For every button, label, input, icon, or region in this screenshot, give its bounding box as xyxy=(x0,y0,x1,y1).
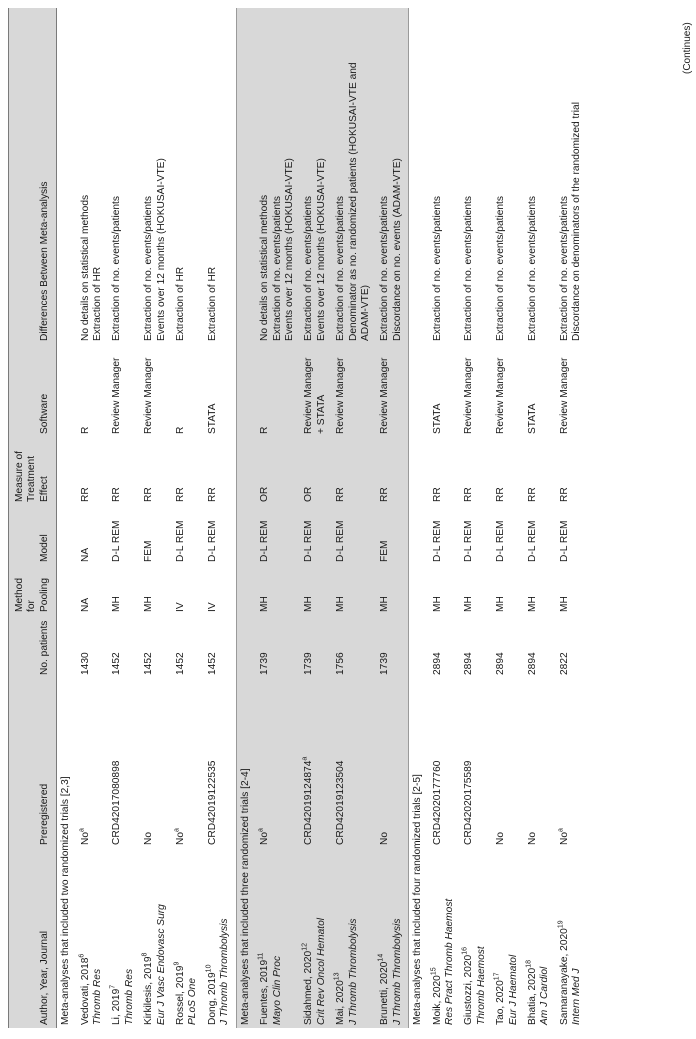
author-name: Kirkilesis, 2019 xyxy=(143,956,155,1025)
journal-name: J Thromb Thrombolysis xyxy=(219,918,231,1025)
software-line: STATA xyxy=(527,403,538,434)
reference-number: 11 xyxy=(257,952,265,960)
cell-patients: 1452 xyxy=(111,652,123,675)
cell-model: D-L REM xyxy=(111,520,123,562)
journal-name: Eur J Haematol xyxy=(507,954,519,1025)
cell-model: D-L REM xyxy=(206,520,218,562)
difference-line: Extraction of HR xyxy=(206,266,218,341)
cell-patients: 1739 xyxy=(379,652,391,675)
author-name: Bhatia, 2020 xyxy=(527,967,538,1025)
journal-name: Am J Cardiol xyxy=(539,966,551,1025)
cell-preregistered xyxy=(172,678,204,848)
footnote-marker: a xyxy=(173,828,181,832)
cell-patients: 1739 xyxy=(259,652,271,675)
author-name: Li, 2019 xyxy=(111,988,123,1025)
section-title-row xyxy=(409,8,429,1028)
cell-software xyxy=(108,344,140,437)
footnote-marker: a xyxy=(557,828,565,832)
cell-patients: 1452 xyxy=(175,652,187,675)
difference-line: Extraction of no. events/patients xyxy=(271,196,283,341)
reference-number: 16 xyxy=(461,946,469,955)
cell-software xyxy=(204,344,236,437)
journal-name: J Thromb Thrombolysis xyxy=(391,918,403,1025)
difference-line: Discordance on denominators of the randomized trial xyxy=(571,102,583,341)
header-software: Software xyxy=(9,344,57,437)
preregistered-value: No xyxy=(558,831,570,845)
cell-pooling: MH xyxy=(335,596,347,612)
cell-differences xyxy=(77,8,109,344)
reference-number: 13 xyxy=(333,972,341,981)
cell-software xyxy=(140,344,172,437)
cell-software xyxy=(524,344,556,437)
journal-name: Mayo Clin Proc xyxy=(271,955,283,1025)
cell-differences xyxy=(556,8,588,344)
cell-software xyxy=(556,344,588,437)
difference-line: No details on statistical methods xyxy=(79,194,91,341)
cell-pooling: MH xyxy=(431,596,443,612)
cell-measure: RR xyxy=(335,487,347,502)
software-line: Review Manager xyxy=(335,357,347,434)
cell-patients: 1452 xyxy=(206,652,218,675)
journal-name: J Thromb Thrombolysis xyxy=(347,918,359,1025)
software-line: Review Manager xyxy=(111,357,123,434)
cell-preregistered xyxy=(376,678,408,848)
author-name: Brunetti, 2020 xyxy=(379,961,391,1025)
header-differences: Differences Between Meta-analysis xyxy=(9,8,57,344)
cell-pooling: MH xyxy=(558,596,570,612)
author-name: Moik, 2020 xyxy=(431,975,443,1025)
cell-patients: 1756 xyxy=(335,652,347,675)
preregistered-value: CRD42019124874 xyxy=(303,760,315,845)
cell-model: FEM xyxy=(143,540,155,562)
cell-measure: RR xyxy=(111,487,123,502)
cell-differences xyxy=(172,8,204,344)
cell-model: D-L REM xyxy=(527,520,538,562)
cell-model: D-L REM xyxy=(303,520,315,562)
preregistered-value: No xyxy=(79,831,91,845)
continues-note: (Continues) xyxy=(682,22,693,74)
difference-line: Extraction of no. events/patients xyxy=(143,196,155,341)
preregistered-value: CRD42020175589 xyxy=(463,760,475,845)
section-title: Meta-analyses that included two randomized trials [2,3] xyxy=(60,776,72,1025)
difference-line: Extraction of no. events/patients xyxy=(558,196,570,341)
table-row xyxy=(556,8,588,1028)
cell-differences xyxy=(332,8,376,344)
table-row xyxy=(256,8,300,1028)
difference-line: Extraction of no. events/patients xyxy=(111,196,123,341)
cell-author xyxy=(172,848,204,1028)
cell-preregistered xyxy=(300,678,332,848)
cell-differences xyxy=(256,8,300,344)
preregistered-value: CRD42019123504 xyxy=(335,760,347,845)
cell-patients: 1452 xyxy=(143,652,155,675)
table-row xyxy=(492,8,524,1028)
cell-preregistered xyxy=(492,678,524,848)
table-row xyxy=(172,8,204,1028)
cell-model: D-L REM xyxy=(558,520,570,562)
cell-model: NA xyxy=(79,547,91,562)
cell-model: D-L REM xyxy=(335,520,347,562)
cell-pooling: IV xyxy=(175,602,187,612)
table-row xyxy=(204,8,236,1028)
author-name: Sidahmed, 2020 xyxy=(303,950,315,1025)
difference-line: No details on statistical methods xyxy=(259,194,271,341)
cell-pooling: MH xyxy=(463,596,475,612)
cell-preregistered xyxy=(332,678,376,848)
journal-name: PLoS One xyxy=(187,977,199,1025)
author-name: Vedovati, 2018 xyxy=(79,957,91,1025)
preregistered-value: No xyxy=(143,831,155,845)
cell-author xyxy=(556,848,588,1028)
section-title-row xyxy=(57,8,77,1028)
software-line: R xyxy=(175,426,187,434)
cell-differences xyxy=(492,8,524,344)
reference-number: 10 xyxy=(205,964,213,973)
cell-measure: RR xyxy=(79,487,91,502)
cell-patients: 2894 xyxy=(527,652,538,675)
cell-patients: 2894 xyxy=(431,652,443,675)
difference-line: Discordance on no. events (ADAM-VTE) xyxy=(391,158,403,341)
difference-line: Extraction of no. events/patients xyxy=(303,196,315,341)
difference-line: Extraction of no. events/patients xyxy=(335,196,347,341)
cell-measure: RR xyxy=(379,487,391,502)
cell-preregistered xyxy=(140,678,172,848)
cell-software xyxy=(332,344,376,437)
cell-author xyxy=(492,848,524,1028)
cell-patients: 1430 xyxy=(79,652,91,675)
cell-model: D-L REM xyxy=(495,520,507,562)
table-row xyxy=(140,8,172,1028)
table-row xyxy=(376,8,408,1028)
table-row xyxy=(300,8,332,1028)
cell-pooling: MH xyxy=(259,596,271,612)
difference-line: Extraction of no. events/patients xyxy=(379,196,391,341)
cell-measure: RR xyxy=(527,487,538,502)
journal-name: Thromb Res xyxy=(92,968,104,1025)
footnote-marker: a xyxy=(301,756,309,761)
cell-measure: RR xyxy=(495,487,507,502)
cell-pooling: MH xyxy=(303,596,315,612)
cell-measure: RR xyxy=(143,487,155,502)
cell-preregistered xyxy=(204,678,236,848)
difference-line: Extraction of HR xyxy=(92,266,104,341)
reference-number: 12 xyxy=(301,943,309,951)
cell-measure: OR xyxy=(259,486,271,502)
cell-patients: 2894 xyxy=(495,652,507,675)
cell-author xyxy=(256,848,300,1028)
cell-patients: 1739 xyxy=(303,652,315,675)
author-name: Mai, 2020 xyxy=(335,980,347,1025)
difference-line: Denominator as no. randomized patients (HOKUSAI-VTE and xyxy=(347,62,359,341)
cell-author xyxy=(140,848,172,1028)
preregistered-value: No xyxy=(379,831,391,845)
cell-author xyxy=(460,848,492,1028)
preregistered-value: CRD42020177760 xyxy=(431,760,443,845)
difference-line: Extraction of no. events/patients xyxy=(495,196,507,341)
cell-preregistered xyxy=(256,678,300,848)
software-line: STATA xyxy=(206,403,218,434)
reference-number: 6 xyxy=(78,953,86,958)
cell-author xyxy=(204,848,236,1028)
author-name: Dong, 2019 xyxy=(206,972,218,1025)
table-row xyxy=(429,8,461,1028)
cell-author xyxy=(77,848,109,1028)
cell-preregistered xyxy=(524,678,556,848)
journal-name: Crit Rev Oncol Hematol xyxy=(315,918,327,1025)
header-pooling: Method for Pooling xyxy=(9,565,57,615)
cell-author xyxy=(429,848,461,1028)
journal-name: Res Pract Thromb Haemost xyxy=(443,898,455,1025)
cell-measure: RR xyxy=(558,487,570,502)
cell-model: D-L REM xyxy=(175,520,187,562)
cell-measure: OR xyxy=(303,486,315,502)
cell-software xyxy=(376,344,408,437)
cell-model: D-L REM xyxy=(431,520,443,562)
table-section xyxy=(236,8,408,1028)
software-line: R xyxy=(259,426,271,434)
cell-pooling: MH xyxy=(495,596,507,612)
cell-author xyxy=(332,848,376,1028)
software-line: R xyxy=(79,426,91,434)
cell-author xyxy=(300,848,332,1028)
cell-preregistered xyxy=(429,678,461,848)
cell-model: D-L REM xyxy=(463,520,475,562)
table-section xyxy=(57,8,236,1028)
difference-line: Events over 12 months (HOKUSAI-VTE) xyxy=(283,158,295,341)
software-line: Review Manager xyxy=(379,357,391,434)
cell-differences xyxy=(429,8,461,344)
preregistered-value: CRD42019122535 xyxy=(206,760,218,845)
meta-analysis-table xyxy=(8,8,588,1028)
cell-software xyxy=(300,344,332,437)
cell-differences xyxy=(524,8,556,344)
reference-number: 19 xyxy=(557,920,565,929)
cell-author xyxy=(376,848,408,1028)
journal-name: Thromb Haemost xyxy=(475,946,487,1025)
software-line: STATA xyxy=(431,403,443,434)
preregistered-value: No xyxy=(259,831,271,845)
cell-author xyxy=(108,848,140,1028)
cell-pooling: NA xyxy=(79,597,91,612)
cell-differences xyxy=(140,8,172,344)
section-title: Meta-analyses that included four randomized trials [2-5] xyxy=(409,8,429,1028)
software-line: Review Manager xyxy=(495,357,507,434)
header-author: Author, Year, Journal xyxy=(9,848,57,1028)
software-line: Review Manager xyxy=(558,357,570,434)
difference-line: Extraction of HR xyxy=(175,266,187,341)
software-line: Review Manager xyxy=(303,357,315,434)
cell-pooling: MH xyxy=(143,596,155,612)
header-model: Model xyxy=(9,505,57,565)
cell-software xyxy=(429,344,461,437)
reference-number: 18 xyxy=(525,959,533,968)
cell-software xyxy=(77,344,109,437)
cell-software xyxy=(256,344,300,437)
reference-number: 17 xyxy=(493,972,501,981)
cell-measure: RR xyxy=(463,487,475,502)
section-title-row xyxy=(236,8,256,1028)
cell-software xyxy=(172,344,204,437)
difference-line: Extraction of no. events/patients xyxy=(527,196,538,341)
journal-name: Intern Med J xyxy=(571,968,583,1025)
reference-number: 15 xyxy=(430,967,438,976)
header-patients: No. patients xyxy=(9,615,57,678)
cell-software xyxy=(492,344,524,437)
cell-patients: 2822 xyxy=(558,652,570,675)
preregistered-value: CRD42017080898 xyxy=(111,760,123,845)
cell-author xyxy=(524,848,556,1028)
software-line: Review Manager xyxy=(143,357,155,434)
difference-line: Events over 12 months (HOKUSAI-VTE) xyxy=(155,158,167,341)
author-name: Fuentes, 2019 xyxy=(259,959,271,1025)
difference-line: Extraction of no. events/patients xyxy=(463,196,475,341)
footnote-marker: a xyxy=(78,828,86,832)
author-name: Rossel, 2019 xyxy=(175,965,187,1025)
software-line: + STATA xyxy=(315,394,327,434)
table-row xyxy=(108,8,140,1028)
cell-pooling: MH xyxy=(111,596,123,612)
cell-differences xyxy=(460,8,492,344)
difference-line: Extraction of no. events/patients xyxy=(431,196,443,341)
cell-pooling: MH xyxy=(527,596,538,612)
table-row xyxy=(77,8,109,1028)
header-preregistered: Preregistered xyxy=(9,678,57,848)
cell-pooling: MH xyxy=(379,596,391,612)
footnote-marker: a xyxy=(257,828,265,832)
reference-number: 14 xyxy=(377,953,385,962)
difference-line: Events over 12 months (HOKUSAI-VTE) xyxy=(315,158,327,341)
cell-model: FEM xyxy=(379,540,391,562)
table-row xyxy=(332,8,376,1028)
cell-measure: RR xyxy=(206,487,218,502)
author-name: Giustozzi, 2020 xyxy=(463,954,475,1025)
table-section xyxy=(409,8,588,1028)
cell-software xyxy=(460,344,492,437)
cell-patients: 2894 xyxy=(463,652,475,675)
cell-measure: RR xyxy=(175,487,187,502)
cell-preregistered xyxy=(556,678,588,848)
cell-differences xyxy=(300,8,332,344)
reference-number: 7 xyxy=(110,984,118,989)
author-name: Tao, 2020 xyxy=(495,980,507,1025)
author-name: Samaranayake, 2020 xyxy=(558,928,570,1025)
cell-differences xyxy=(376,8,408,344)
table-header xyxy=(9,8,57,1028)
reference-number: 9 xyxy=(173,961,181,966)
cell-preregistered xyxy=(460,678,492,848)
cell-pooling: IV xyxy=(206,602,218,612)
preregistered-value: No xyxy=(527,831,538,845)
cell-preregistered xyxy=(77,678,109,848)
cell-measure: RR xyxy=(431,487,443,502)
cell-differences xyxy=(204,8,236,344)
reference-number: 8 xyxy=(141,952,149,957)
cell-differences xyxy=(108,8,140,344)
difference-line: ADAM-VTE) xyxy=(359,284,371,341)
preregistered-value: No xyxy=(495,831,507,845)
cell-model: D-L REM xyxy=(259,520,271,562)
preregistered-value: No xyxy=(175,831,187,845)
table-row xyxy=(460,8,492,1028)
section-title: Meta-analyses that included three randomized trials [2-4] xyxy=(236,8,256,1028)
header-measure: Measure of Treatment Effect xyxy=(9,437,57,505)
journal-name: Eur J Vasc Endovasc Surg xyxy=(155,904,167,1025)
table-row xyxy=(524,8,556,1028)
journal-name: Thromb Res xyxy=(123,968,135,1025)
cell-preregistered xyxy=(108,678,140,848)
software-line: Review Manager xyxy=(463,357,475,434)
